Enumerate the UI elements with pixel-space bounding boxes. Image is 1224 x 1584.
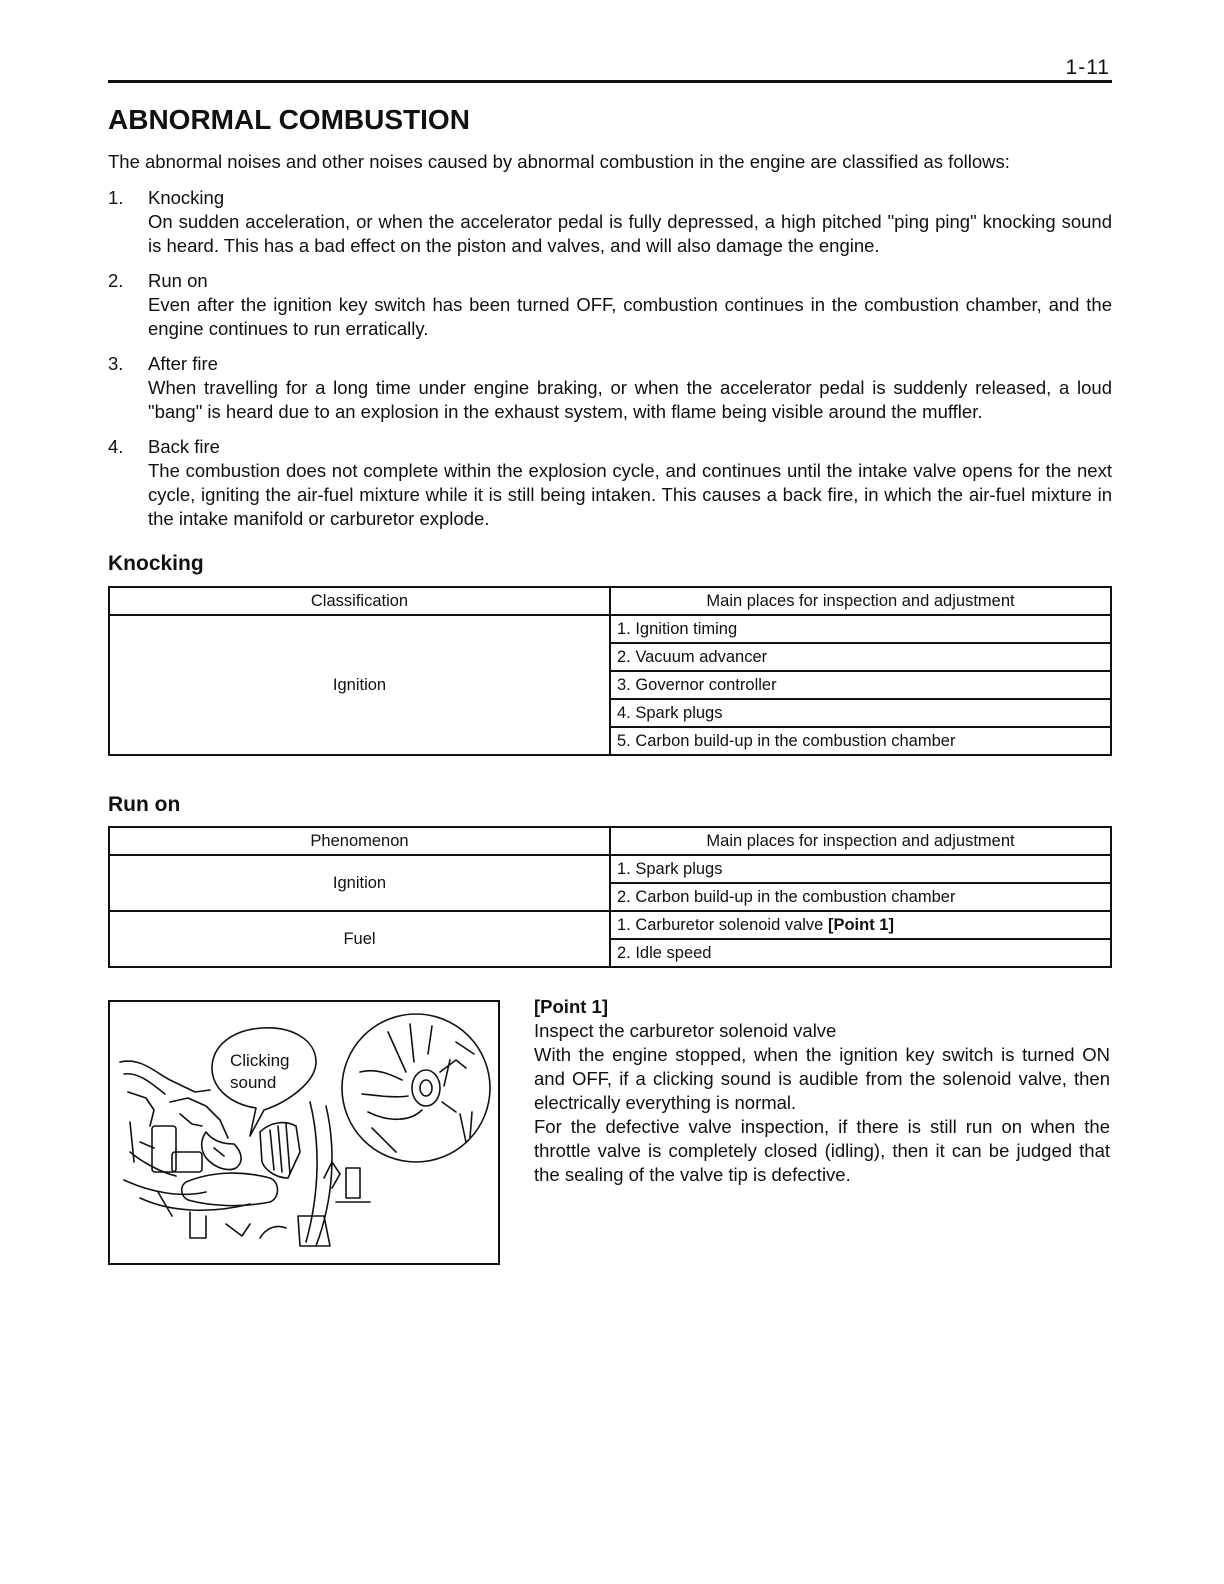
column-header-inspection: Main places for inspection and adjustment	[610, 587, 1111, 615]
list-item	[108, 186, 1112, 258]
note-subheading: Inspect the carburetor solenoid valve	[534, 1020, 837, 1041]
list-item	[108, 435, 1112, 531]
list-item	[108, 269, 1112, 341]
page-title: ABNORMAL COMBUSTION	[108, 104, 470, 135]
column-header-inspection: Main places for inspection and adjustment	[610, 827, 1111, 855]
solenoid-illustration	[108, 1000, 500, 1265]
inspection-cell: 1. Ignition timing	[610, 615, 1111, 643]
phenomenon-cell-ignition: Ignition	[109, 855, 610, 911]
table-header-row	[109, 827, 1111, 855]
table-row	[109, 855, 1111, 883]
run-on-heading: Run on	[108, 793, 181, 816]
inspection-cell: 5. Carbon build-up in the combustion chamber	[610, 727, 1111, 755]
header-rule	[108, 80, 1112, 83]
list-item	[108, 352, 1112, 424]
column-header-phenomenon: Phenomenon	[109, 827, 610, 855]
table-row	[109, 615, 1111, 643]
magnified-detail	[342, 1014, 490, 1162]
column-header-classification: Classification	[109, 587, 610, 615]
inspection-cell	[610, 911, 1111, 939]
inspection-cell: 2. Idle speed	[610, 939, 1111, 967]
run-on-table	[108, 826, 1112, 968]
item-description: On sudden acceleration, or when the accelerator pedal is fully depressed, a high pitched "ping ping" knocking sound is heard. This has a bad effect on the piston and valves, and will also damage the engine.	[148, 211, 1112, 256]
phenomenon-cell-fuel: Fuel	[109, 911, 610, 967]
note-paragraph: With the engine stopped, when the ignition key switch is turned ON and OFF, if a clicking sound is audible from the solenoid valve, then electrically everything is normal.	[534, 1044, 1110, 1113]
item-number: 1.	[108, 187, 124, 208]
note-heading: [Point 1]	[534, 996, 608, 1017]
knocking-heading: Knocking	[108, 552, 204, 575]
item-title: Back fire	[148, 436, 220, 457]
inspection-cell: 2. Carbon build-up in the combustion chamber	[610, 883, 1111, 911]
item-description: The combustion does not complete within the explosion cycle, and continues until the intake valve opens for the next cycle, igniting the air-fuel mixture while it is still being intaken. This causes a back fire, in which the air-fuel mixture in the intake manifold or carburetor explode.	[148, 460, 1112, 529]
table-row	[109, 911, 1111, 939]
item-description: When travelling for a long time under engine braking, or when the accelerator pedal is suddenly released, a loud "bang" is heard due to an explosion in the exhaust system, with flame being visible around the muffler.	[148, 377, 1112, 422]
inspection-cell: 4. Spark plugs	[610, 699, 1111, 727]
intro-text: The abnormal noises and other noises caused by abnormal combustion in the engine are classified as follows:	[108, 151, 1010, 172]
knocking-table	[108, 586, 1112, 756]
item-number: 4.	[108, 436, 124, 457]
inspection-cell: 1. Spark plugs	[610, 855, 1111, 883]
classification-list	[108, 186, 1112, 542]
item-title: Knocking	[148, 187, 225, 208]
item-title: Run on	[148, 270, 208, 291]
inspection-cell: 2. Vacuum advancer	[610, 643, 1111, 671]
inspection-cell: 3. Governor controller	[610, 671, 1111, 699]
item-title: After fire	[148, 353, 218, 374]
item-description: Even after the ignition key switch has been turned OFF, combustion continues in the combustion chamber, and the engine continues to run erratically.	[148, 294, 1112, 339]
page-number: 1-11	[1065, 56, 1110, 79]
point-1-note	[534, 995, 1110, 1187]
point-reference: [Point 1]	[827, 915, 894, 934]
note-paragraph: For the defective valve inspection, if there is still run on when the throttle valve is completely closed (idling), then it can be judged that the sealing of the valve tip is defective.	[534, 1116, 1110, 1185]
callout-text-line1: Clicking	[230, 1051, 290, 1070]
table-header-row	[109, 587, 1111, 615]
classification-cell: Ignition	[109, 615, 610, 755]
item-number: 3.	[108, 353, 124, 374]
inspection-text: 1. Carburetor solenoid valve	[617, 915, 828, 934]
item-number: 2.	[108, 270, 124, 291]
callout-text-line2: sound	[230, 1073, 277, 1092]
